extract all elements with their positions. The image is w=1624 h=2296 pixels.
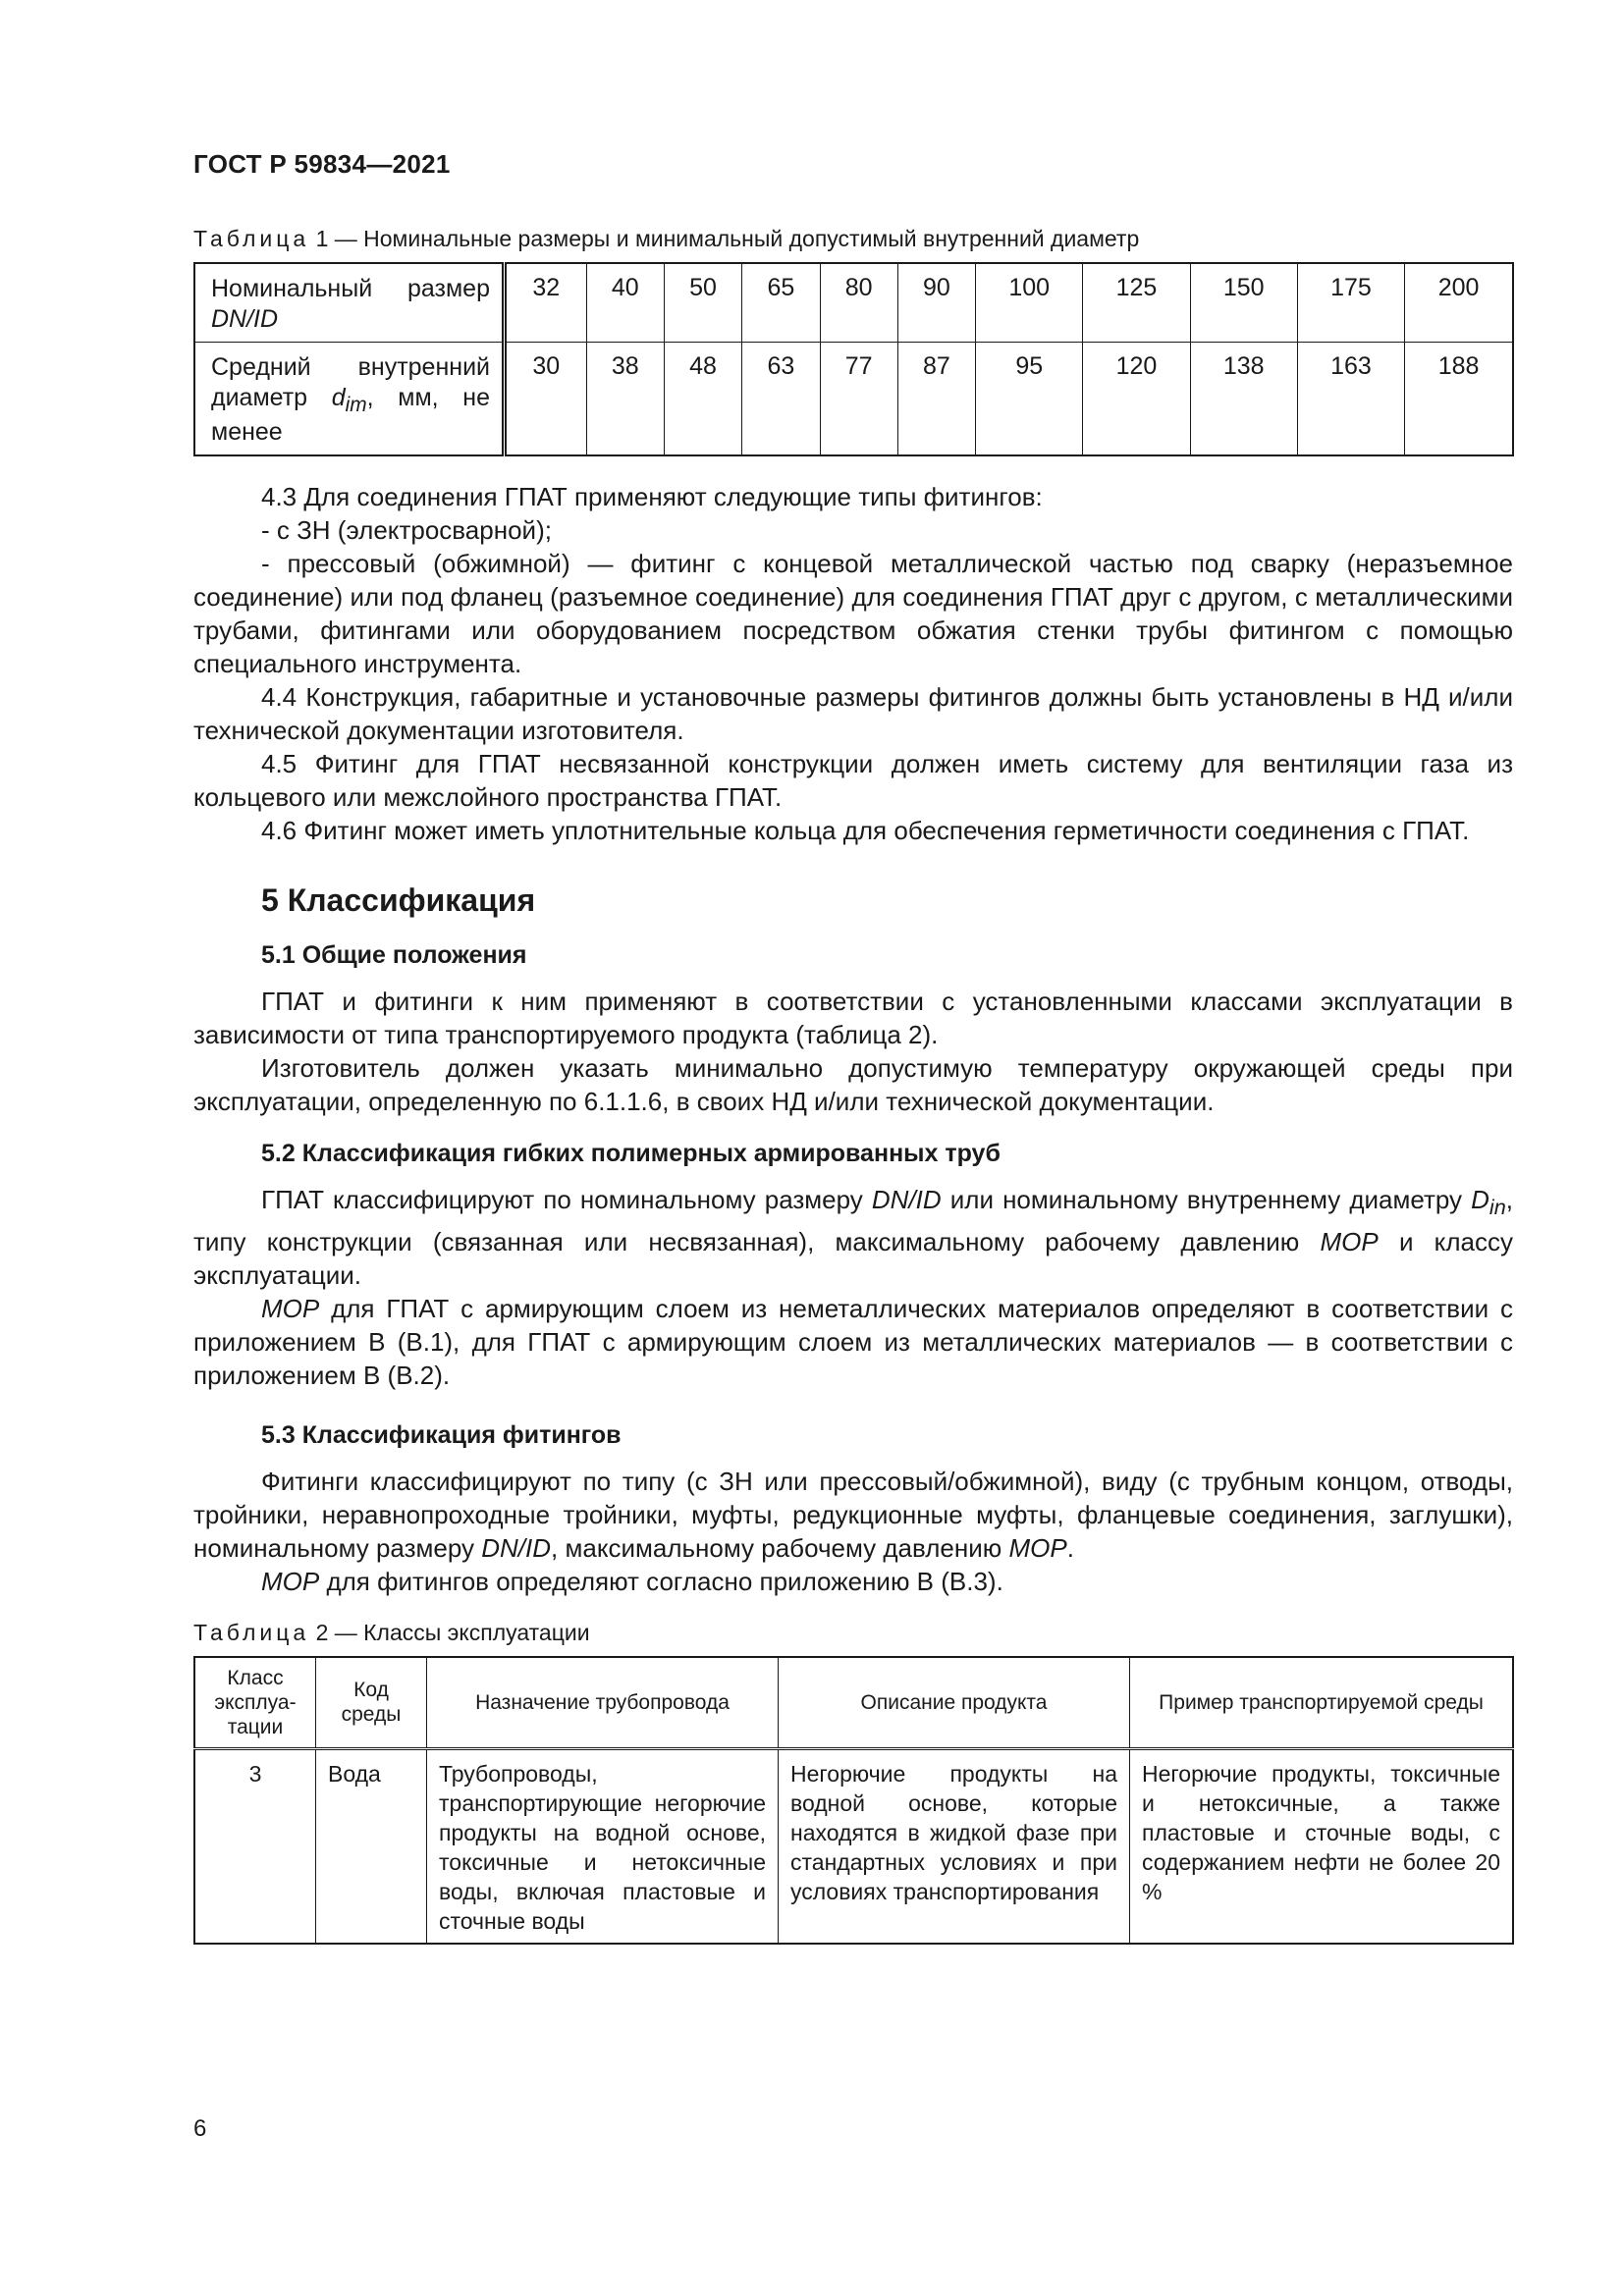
column-header-purpose: Назначение трубопровода	[427, 1657, 779, 1749]
table2-caption	[193, 1620, 1513, 1646]
column-header-class: Класс эксплуа-тации	[194, 1657, 316, 1749]
table1-caption-word: Таблица	[193, 226, 310, 251]
table2-caption-text: 2 — Классы эксплуатации	[309, 1619, 590, 1645]
table-row	[194, 1749, 1513, 1944]
table-cell-class: 3	[194, 1749, 316, 1944]
table-cell: 63	[742, 343, 820, 456]
paragraph-5-3-1	[193, 1465, 1513, 1565]
text-run: Фитинги классифицируют по типу (с ЗН или прессовый/обжимной), виду (с трубным концом, отводы, тройники, неравнопроходные тройники, муфты, редукционные муфты, фланцевые соединения, заглушки), номинальному размеру	[193, 1466, 1513, 1563]
row-label-text: Средний внутренний диаметр	[211, 353, 490, 411]
row-label-text: , мм, не менее	[211, 383, 490, 446]
table-cell: 163	[1297, 343, 1404, 456]
italic-mop: MOP	[261, 1293, 320, 1323]
row-label-dnid: DN/ID	[211, 304, 279, 333]
italic-mop: MOP	[1320, 1226, 1379, 1256]
paragraph-4-3: 4.3 Для соединения ГПАТ применяют следующие типы фитингов:	[261, 482, 1043, 512]
paragraph-4-4: 4.4 Конструкция, габаритные и установочные размеры фитингов должны быть установлены в НД и/или технической документации изготовителя.	[193, 682, 1513, 746]
italic-mop: MOP	[1008, 1532, 1067, 1563]
italic-d: D	[1471, 1185, 1489, 1215]
table-cell: 80	[820, 263, 897, 343]
text-run: или номинальному внутреннему диаметру	[941, 1185, 1472, 1215]
paragraph-5-1-1: ГПАТ и фитинги к ним применяют в соответствии с установленными классами эксплуатации в зависимости от типа транспортируемого продукта (таблица 2).	[193, 987, 1513, 1050]
text-run: , максимальному рабочему давлению	[551, 1532, 1009, 1563]
table-cell: 90	[897, 263, 975, 343]
table-cell-description: Негорючие продукты на водной основе, которые находятся в жидкой фазе при стандартных условиях и при условиях транспортирования	[779, 1749, 1130, 1944]
table-cell: 87	[897, 343, 975, 456]
table-row-nominal-size	[194, 263, 1513, 343]
table-cell: 138	[1190, 343, 1297, 456]
row-label-var: d	[331, 383, 346, 411]
table-cell: 125	[1083, 263, 1190, 343]
subscript-in: in	[1489, 1195, 1506, 1220]
table-cell: 77	[820, 343, 897, 456]
table-cell: 100	[976, 263, 1083, 343]
paragraph-5-2-1	[193, 1183, 1513, 1291]
table-cell: 48	[664, 343, 741, 456]
table-cell: 40	[586, 263, 664, 343]
table-header-row	[194, 1657, 1513, 1749]
table-cell: 30	[505, 343, 587, 456]
subsection-title-5-3: 5.3 Классификация фитингов	[261, 1420, 622, 1449]
paragraph-5-2-2	[193, 1292, 1513, 1392]
table-cell: 200	[1405, 263, 1513, 343]
page-number: 6	[193, 2115, 207, 2142]
table-cell: 65	[742, 263, 820, 343]
table-cell: 188	[1405, 343, 1513, 456]
subsection-title-5-1: 5.1 Общие положения	[261, 941, 527, 970]
text-run: .	[1066, 1532, 1074, 1563]
section-title-5: 5 Классификация	[261, 882, 536, 919]
text-run: для ГПАТ с армирующим слоем из неметаллических материалов определяют в соответствии с приложением В (В.1), для ГПАТ с армирующим слоем из металлических материалов — в соответствии с приложением В (В.2).	[193, 1293, 1513, 1390]
italic-dnid: DN/ID	[871, 1185, 942, 1215]
table-cell: 32	[505, 263, 587, 343]
page-content	[193, 226, 1513, 1945]
paragraph-4-6: 4.6 Фитинг может иметь уплотнительные кольца для обеспечения герметичности соединения с ГПАТ.	[261, 816, 1470, 846]
text-run: ГПАТ классифицируют по номинальному размеру	[261, 1185, 872, 1215]
table-nominal-sizes	[193, 262, 1514, 456]
table-cell: 120	[1083, 343, 1190, 456]
table-cell: 50	[664, 263, 741, 343]
paragraph-5-1-2: Изготовитель должен указать минимально допустимую температуру окружающей среды при эксплуатации, определенную по 6.1.1.6, в своих НД и/или технической документации.	[193, 1053, 1513, 1117]
table-cell-example: Негорючие продукты, токсичные и нетоксичные, а также пластовые и сточные воды, с содержанием нефти не более 20 %	[1130, 1749, 1514, 1944]
document-header: ГОСТ Р 59834—2021	[193, 149, 451, 179]
italic-mop: MOP	[261, 1566, 320, 1596]
table2-caption-word: Таблица	[193, 1619, 310, 1645]
table-cell: 175	[1297, 263, 1404, 343]
table-cell: 150	[1190, 263, 1297, 343]
table1-caption-text: 1 — Номинальные размеры и минимальный допустимый внутренний диаметр	[309, 226, 1140, 251]
table-cell: 38	[586, 343, 664, 456]
text-run: для фитингов определяют согласно приложению В (В.3).	[319, 1566, 1003, 1596]
text-run: , типу конструкции (связанная или несвязанная), максимальному рабочему давлению	[193, 1185, 1513, 1256]
paragraph-4-5: 4.5 Фитинг для ГПАТ несвязанной конструкции должен иметь систему для вентиляции газа из кольцевого или межслойного пространства ГПАТ.	[193, 749, 1513, 813]
paragraph-5-3-2	[193, 1565, 1513, 1598]
subsection-title-5-2: 5.2 Классификация гибких полимерных армированных труб	[261, 1140, 1001, 1168]
text-run: и классу эксплуатации.	[193, 1226, 1513, 1290]
column-header-example: Пример транспортируемой среды	[1130, 1657, 1514, 1749]
table-cell-purpose: Трубопроводы, транспортирующие негорючие продукты на водной основе, токсичные и нетоксичные воды, включая пластовые и сточные воды	[427, 1749, 779, 1944]
column-header-description: Описание продукта	[779, 1657, 1130, 1749]
row-label-inner-diameter	[194, 343, 505, 456]
table-operation-classes	[193, 1656, 1514, 1945]
row-label-nominal-size	[194, 263, 505, 343]
row-label-text: Номинальный размер	[211, 275, 490, 302]
table-cell-medium-code: Вода	[316, 1749, 427, 1944]
column-header-medium-code: Код среды	[316, 1657, 427, 1749]
table-row-inner-diameter	[194, 343, 1513, 456]
list-item-esw: - с ЗН (электросварной);	[261, 515, 552, 546]
table1-caption	[193, 226, 1513, 252]
list-item-press: - прессовый (обжимной) — фитинг с концевой металлической частью под сварку (неразъемное соединение) или под фланец (разъемное соединение) для соединения ГПАТ друг с другом, с металлическими трубами, фитингами или оборудованием посредством обжатия стенки трубы фитингом с помощью специального инструмента.	[193, 549, 1513, 679]
italic-dnid: DN/ID	[481, 1532, 552, 1563]
row-label-sub: im	[345, 393, 367, 416]
table-cell: 95	[976, 343, 1083, 456]
